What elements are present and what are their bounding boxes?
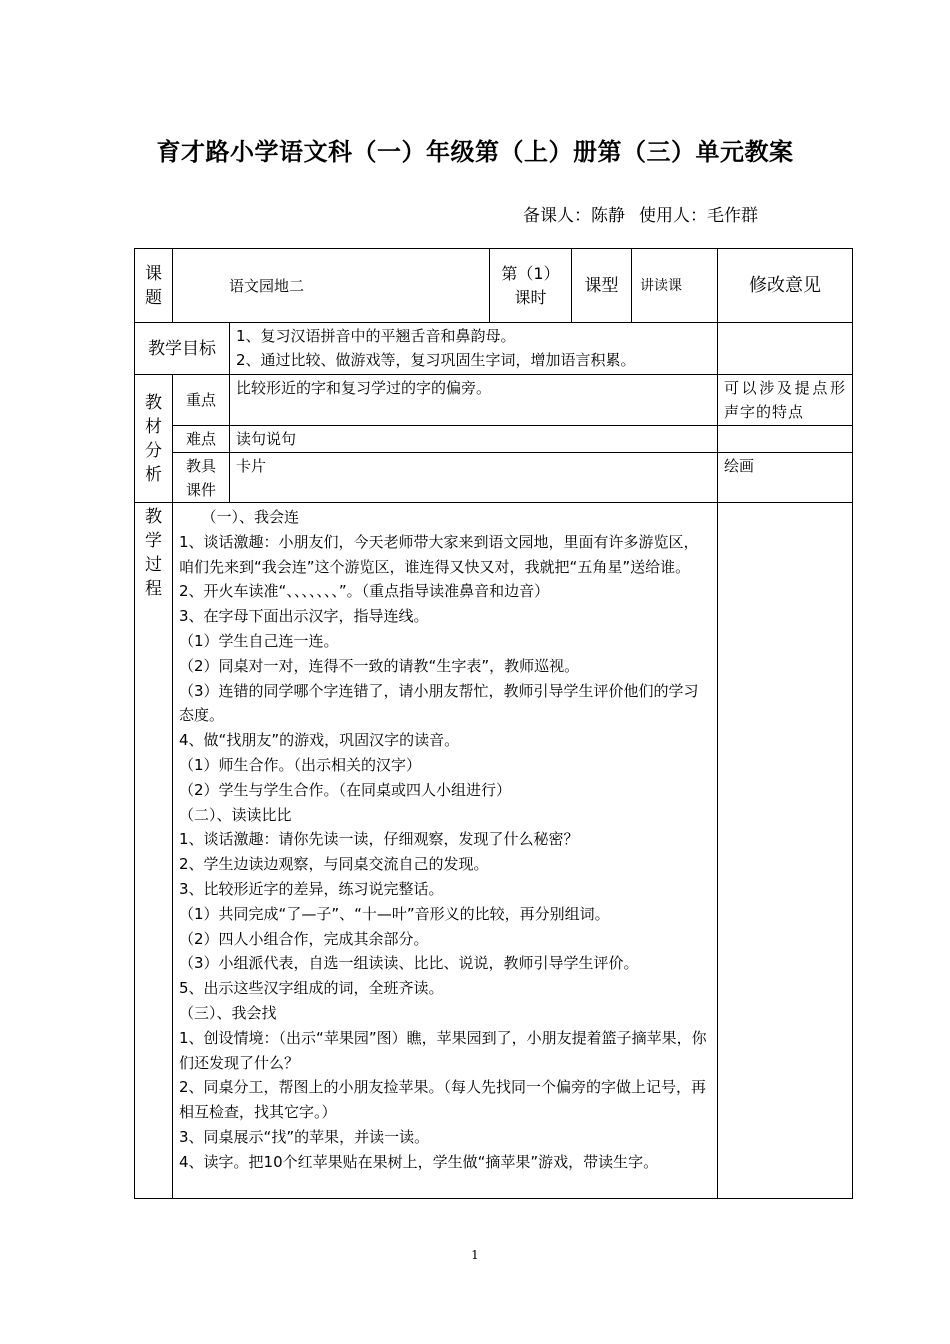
difficulty-label: 难点: [173, 426, 230, 453]
difficulty-row: [135, 426, 853, 453]
process-line: （2）学生与学生合作。（在同桌或四人小组进行）: [179, 780, 512, 799]
objectives-value: [230, 323, 718, 375]
process-line: 1、创设情境：（出示“苹果园”图）瞧，苹果园到了，小朋友提着篮子摘苹果，你们还发现了什么？: [179, 1028, 707, 1072]
type-label: 课型: [572, 249, 632, 323]
process-line: （1）学生自己连一连。: [179, 631, 339, 650]
page-number: 1: [471, 1248, 479, 1262]
process-line: （1）共同完成“了—子”、“十—叶”音形义的比较，再分别组词。: [179, 904, 610, 923]
process-line: 4、做“找朋友”的游戏，巩固汉字的读音。: [179, 731, 460, 750]
process-label: 教 学 过 程: [135, 503, 173, 1199]
topic-value: 语文园地二: [173, 249, 490, 323]
revision-label: 修改意见: [718, 249, 853, 323]
tools-row: [135, 453, 853, 503]
process-line: 5、出示这些汉字组成的词，全班齐读。: [179, 979, 444, 998]
process-line: 1、谈话激趣：小朋友们，今天老师带大家来到语文园地，里面有许多游览区，咱们先来到“我会连”这个游览区，谁连得又快又对，我就把“五角星”送给谁。: [179, 532, 699, 576]
process-line: （1）师生合作。（出示相关的汉字）: [179, 755, 422, 774]
process-line: （2）四人小组合作，完成其余部分。: [179, 929, 429, 948]
prepared-by: 备课人：陈静: [523, 206, 625, 226]
type-value: 讲读课: [632, 249, 718, 323]
process-line: 4、读字。把10个红苹果贴在果树上，学生做“摘苹果”游戏，带读生字。: [179, 1152, 659, 1171]
objective-item: 1、复习汉语拼音中的平翘舌音和鼻韵母。: [236, 327, 516, 345]
difficulty-revision: [718, 426, 853, 453]
process-revision: [718, 503, 853, 1199]
lesson-number: 第（1） 课时: [490, 249, 572, 323]
process-row: [135, 503, 853, 1199]
process-line: （二）、读读比比: [179, 805, 292, 824]
process-line: 3、同桌展示“找”的苹果，并读一读。: [179, 1127, 430, 1146]
header-row: [135, 249, 853, 323]
used-by: 使用人：毛作群: [639, 206, 758, 226]
process-line: 1、谈话激趣：请你先读一读，仔细观察，发现了什么秘密？: [179, 830, 579, 849]
process-line: （一）、我会连: [179, 508, 300, 526]
process-line: 2、学生边读边观察，与同桌交流自己的发现。: [179, 855, 489, 874]
process-line: 3、比较形近字的差异，练习说完整话。: [179, 879, 444, 898]
process-line: （3）小组派代表，自选一组读读、比比、说说，教师引导学生评价。: [179, 954, 639, 973]
topic-label: 课 题: [135, 249, 173, 323]
process-content: [173, 503, 718, 1199]
key-point-value: 比较形近的字和复习学过的字的偏旁。: [230, 375, 718, 426]
difficulty-value: 读句说句: [230, 426, 718, 453]
analysis-label: 教 材 分 析: [135, 375, 173, 503]
objectives-revision: [718, 323, 853, 375]
tools-label: 教具 课件: [173, 453, 230, 503]
key-point-label: 重点: [173, 375, 230, 426]
process-line: （三）、我会找: [179, 1003, 277, 1022]
tools-note: 绘画: [718, 453, 853, 503]
process-line: （3）连错的同学哪个字连错了，请小朋友帮忙，教师引导学生评价他们的学习态度。: [179, 681, 699, 725]
key-point-row: [135, 375, 853, 426]
process-line: （2）同桌对一对，连得不一致的请教“生字表”，教师巡视。: [179, 656, 580, 675]
process-line: 2、同桌分工，帮图上的小朋友捡苹果。（每人先找同一个偏旁的字做上记号，再相互检查，找其它字。）: [179, 1078, 707, 1122]
lesson-plan-table: [134, 248, 853, 1199]
preparer-line: [523, 201, 772, 226]
process-line: 2、开火车读准“、、、、、、、”。（重点指导读准鼻音和边音）: [179, 582, 550, 601]
objectives-row: [135, 323, 853, 375]
objectives-label: 教学目标: [135, 323, 230, 375]
objective-item: 2、通过比较、做游戏等，复习巩固生字词，增加语言积累。: [236, 351, 636, 369]
key-point-note: 可以涉及提点形声字的特点: [718, 375, 853, 426]
process-line: 3、在字母下面出示汉字，指导连线。: [179, 607, 429, 626]
document-title: 育才路小学语文科（一）年级第（上）册第（三）单元教案: [156, 138, 794, 166]
tools-value: 卡片: [230, 453, 718, 503]
